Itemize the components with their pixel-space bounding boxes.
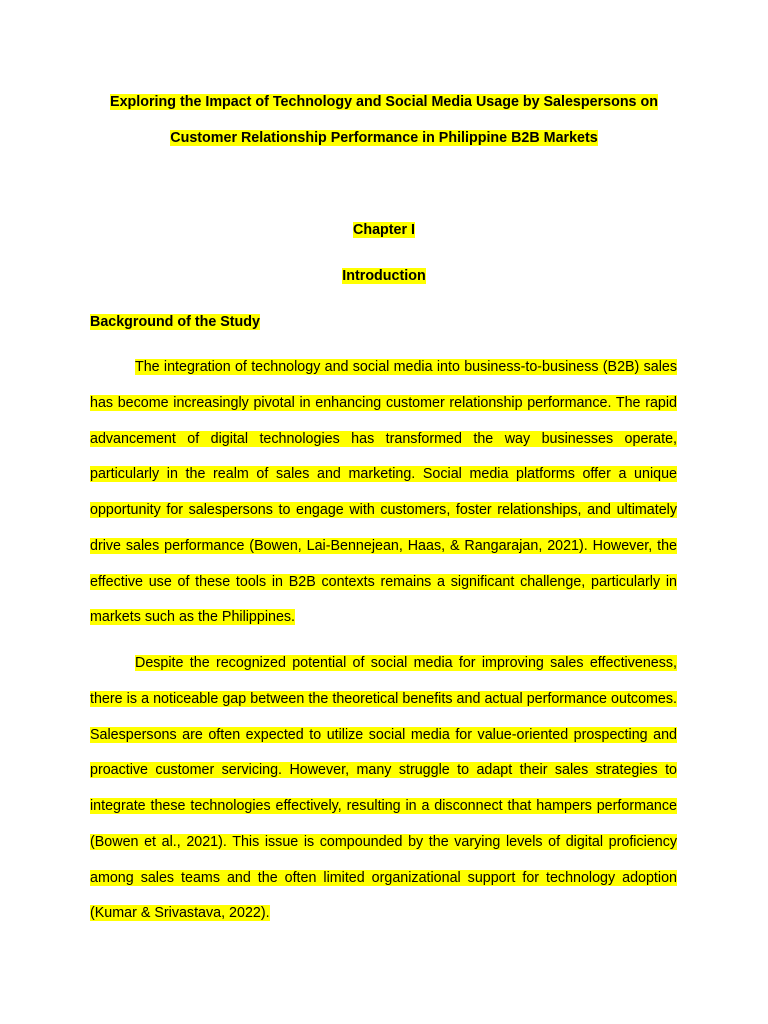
chapter-heading-text: Chapter I (353, 222, 415, 238)
chapter-title (0, 268, 768, 285)
body-paragraph-2 (90, 646, 677, 932)
chapter-title-text: Introduction (342, 268, 426, 284)
body-paragraph-2-text: Despite the recognized potential of social media for improving sales effectiveness, there is a noticeable gap between the theoretical benefits and actual performance outcomes. Salespersons are often expected to utilize social media for value-oriented prospecting and proactive customer servicing. However, many struggle to adapt their sales strategies to integrate these technologies effectively, resulting in a disconnect that hampers performance (Bowen et al., 2021). This issue is compounded by the varying levels of digital proficiency among sales teams and the often limited organizational support for technology adoption (Kumar & Srivastava, 2022). (90, 655, 677, 922)
document-title-line-1 (0, 94, 768, 111)
body-paragraph-1 (90, 350, 677, 636)
document-title-line-2 (0, 130, 768, 147)
chapter-heading (0, 222, 768, 239)
document-title-line-2-text: Customer Relationship Performance in Philippine B2B Markets (170, 130, 598, 146)
section-heading (90, 314, 260, 331)
document-title-line-1-text: Exploring the Impact of Technology and Social Media Usage by Salespersons on (110, 94, 658, 110)
body-paragraph-1-text: The integration of technology and social media into business-to-business (B2B) sales has become increasingly pivotal in enhancing customer relationship performance. The rapid advancement of digital technologies has transformed the way businesses operate, particularly in the realm of sales and marketing. Social media platforms offer a unique opportunity for salespersons to engage with customers, foster relationships, and ultimately drive sales performance (Bowen, Lai-Bennejean, Haas, & Rangarajan, 2021). However, the effective use of these tools in B2B contexts remains a significant challenge, particularly in markets such as the Philippines. (90, 359, 677, 626)
section-heading-text: Background of the Study (90, 314, 260, 330)
